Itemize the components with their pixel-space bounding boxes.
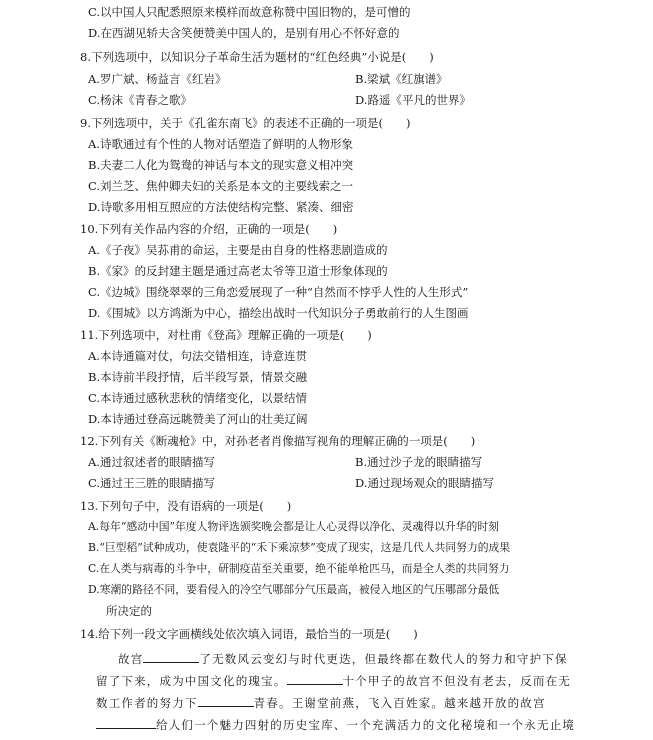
q11-option-a[interactable]: A.本诗通篇对仗，句法交错相连，诗意连贯 [88,349,307,363]
q10-option-b[interactable]: B.《家》的反封建主题是通过高老太爷等卫道士形象体现的 [88,264,388,278]
q12-option-c[interactable]: C.通过王三胜的眼睛描写 [88,476,216,490]
passage-text: 青春。王谢堂前燕，飞入百姓家。越来越开放的故宫 [253,696,546,710]
q10-stem: 10.下列有关作品内容的介绍，正确的一项是( ) [80,222,338,236]
q13-option-d-continued: 所决定的 [106,604,152,618]
fill-blank-2[interactable] [287,672,343,685]
q13-option-c[interactable]: C.在人类与病毒的斗争中，研制疫苗至关重要，绝不能单枪匹马，而是全人类的共同努力 [88,562,510,575]
q10-option-a[interactable]: A.《子夜》吴荪甫的命运，主要是由自身的性格悲剧造成的 [88,243,388,257]
q8-option-b[interactable]: B.梁斌《红旗谱》 [355,72,448,86]
q13-option-b[interactable]: B.“巨型稻”试种成功，使袁隆平的“禾下乘凉梦”变成了现实，这是几代人共同努力的成果 [88,541,511,554]
q11-option-b[interactable]: B.本诗前半段抒情，后半段写景，情景交融 [88,370,308,384]
q13-option-d[interactable]: D.寒潮的路径不同，要看侵入的冷空气哪部分气压最高，被侵入地区的气压哪部分最低 [88,583,500,596]
fill-blank-3[interactable] [198,694,254,707]
q8-option-c[interactable]: C.杨沫《青春之歌》 [88,93,193,107]
q10-option-d[interactable]: D.《围城》以方鸿渐为中心，描绘出战时一代知识分子勇敢前行的人生图画 [88,306,469,320]
passage-text: 给人们一个魅力四射的历史宝库、一个充满活力的文化秘境和一个永无止境 [156,718,576,732]
q8-option-d[interactable]: D.路遥《平凡的世界》 [355,93,471,107]
q11-stem: 11.下列选项中，对杜甫《登高》理解正确的一项是( ) [80,328,372,342]
q14-passage-line-2 [96,672,571,689]
q14-passage-line-3 [96,694,546,711]
passage-text: 故宫 [118,652,144,666]
passage-text: 留了下来，成为中国文化的瑰宝。 [96,674,287,688]
q12-option-d[interactable]: D.通过现场观众的眼睛描写 [355,476,494,490]
passage-text: 了无数风云变幻与时代更迭，但最终都在数代人的努力和守护下保 [199,652,568,666]
q9-option-d[interactable]: D.诗歌多用相互照应的方法使结构完整、紧凑、细密 [88,200,354,214]
q10-option-c[interactable]: C.《边城》围绕翠翠的三角恋爱展现了一种“自然而不悖乎人性的人生形式” [88,285,469,299]
fill-blank-1[interactable] [143,650,199,663]
q9-stem: 9.下列选项中，关于《孔雀东南飞》的表述不正确的一项是( ) [80,116,411,130]
q12-option-b[interactable]: B.通过沙子龙的眼睛描写 [355,455,483,469]
q13-option-a[interactable]: A.每年“感动中国”年度人物评选颁奖晚会都是让人心灵得以净化、灵魂得以升华的时刻 [88,520,499,533]
q8-stem: 8.下列选项中，以知识分子革命生活为题材的“红色经典”小说是( ) [80,50,434,64]
passage-text: 十个甲子的故宫不但没有老去，反而在无 [342,674,572,688]
q9-option-c[interactable]: C.刘兰芝、焦仲卿夫妇的关系是本文的主要线索之一 [88,179,354,193]
q14-passage-line-1 [118,650,568,667]
q11-option-d[interactable]: D.本诗通过登高远眺赞美了河山的壮美辽阔 [88,412,308,426]
fill-blank-4[interactable] [96,716,156,729]
passage-text: 数工作者的努力下 [96,696,198,710]
q12-stem: 12.下列有关《断魂枪》中，对孙老者肖像描写视角的理解正确的一项是( ) [80,434,476,448]
q14-stem: 14.给下列一段文字画横线处依次填入词语，最恰当的一项是( ) [80,627,418,641]
q7-option-d[interactable]: D.在西湖见轿夫含笑便赞美中国人的，是别有用心不怀好意的 [88,26,400,40]
q11-option-c[interactable]: C.本诗通过感秋悲秋的情绪变化，以景结情 [88,391,308,405]
q13-stem: 13.下列句子中，没有语病的一项是( ) [80,499,292,513]
q12-option-a[interactable]: A.通过叙述者的眼睛描写 [88,455,215,469]
q9-option-b[interactable]: B.夫妻二人化为鸳鸯的神话与本文的现实意义相冲突 [88,158,354,172]
q8-option-a[interactable]: A.罗广斌、杨益言《红岩》 [88,72,227,86]
q14-passage-line-4 [96,716,575,733]
q7-option-c[interactable]: C.以中国人只配悉照原来模样而故意称赞中国旧物的，是可憎的 [88,5,411,19]
q9-option-a[interactable]: A.诗歌通过有个性的人物对话塑造了鲜明的人物形象 [88,137,353,151]
